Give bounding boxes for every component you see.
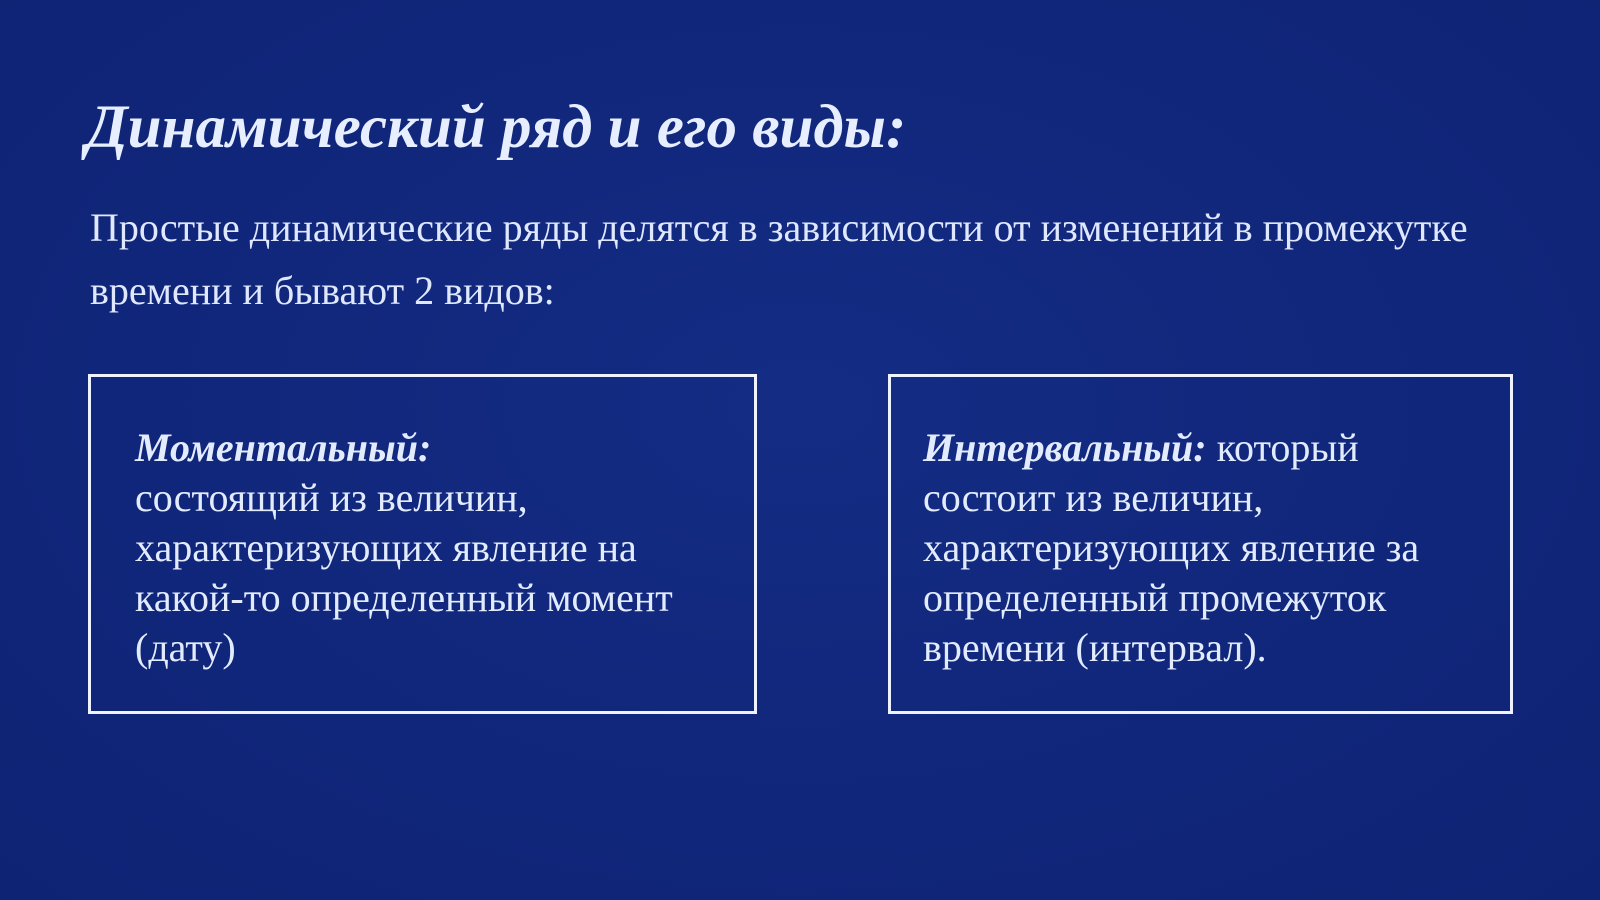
interval-series-text (891, 377, 1510, 673)
interval-series-description: который состоит из величин, характеризующих явление за определенный промежуток времени (интервал). (923, 425, 1420, 670)
momentary-series-description: состоящий из величин, характеризующих явление на какой-то определенный момент (дату) (135, 475, 673, 670)
momentary-series-text (91, 377, 754, 673)
intro-text: Простые динамические ряды делятся в зависимости от изменений в промежутке времени и бывают 2 видов: (90, 205, 1468, 313)
momentary-series-card (88, 374, 757, 714)
interval-series-term: Интервальный: (923, 425, 1207, 470)
interval-series-card (888, 374, 1513, 714)
momentary-series-term: Моментальный: (135, 425, 432, 470)
slide-title: Динамический ряд и его виды: (86, 94, 907, 161)
